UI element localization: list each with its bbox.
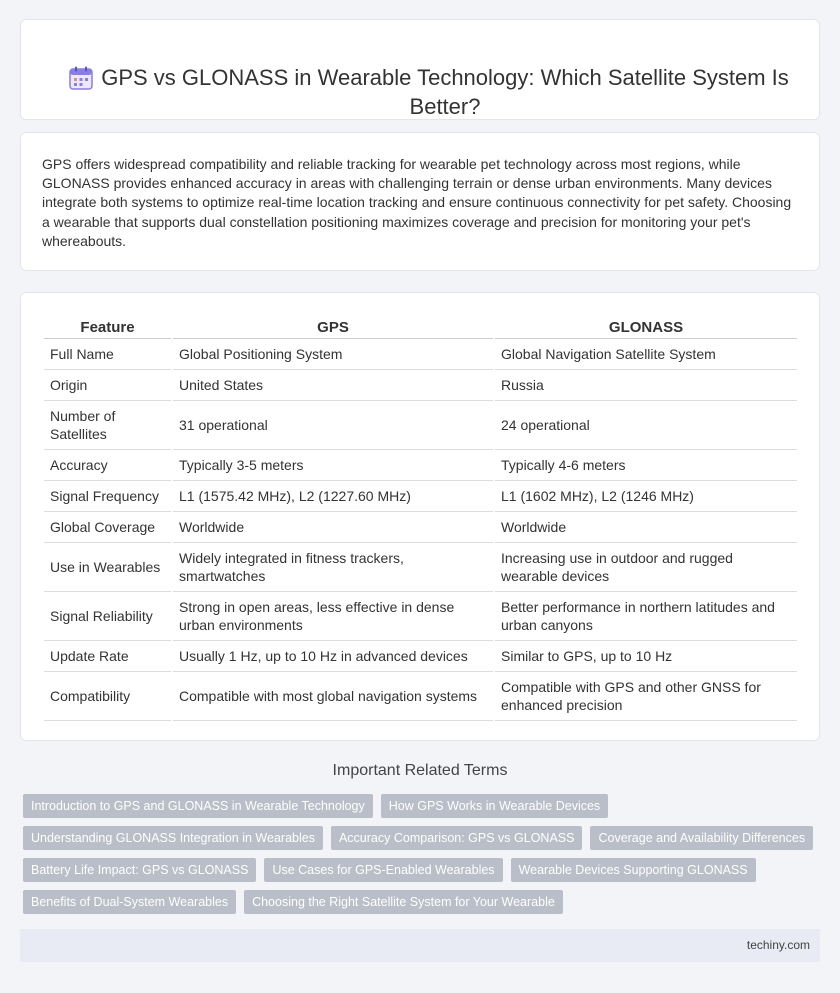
related-term-tag[interactable]: Understanding GLONASS Integration in Wearables [23,826,323,850]
feature-cell: Update Rate [44,641,171,672]
related-term-tag[interactable]: Choosing the Right Satellite System for Your Wearable [244,890,563,914]
column-header-glonass: GLONASS [495,313,797,339]
related-term-tag[interactable]: Coverage and Availability Differences [590,826,813,850]
title-card [20,19,820,120]
table-row [44,401,797,450]
intro-card [20,132,820,271]
gps-cell: Usually 1 Hz, up to 10 Hz in advanced devices [173,641,493,672]
glonass-cell: Russia [495,370,797,401]
feature-cell: Compatibility [44,672,171,721]
glonass-cell: Worldwide [495,512,797,543]
feature-cell: Signal Frequency [44,481,171,512]
feature-cell: Use in Wearables [44,543,171,592]
glonass-cell: Better performance in northern latitudes and urban canyons [495,592,797,641]
feature-cell: Signal Reliability [44,592,171,641]
gps-cell: Global Positioning System [173,339,493,370]
gps-cell: 31 operational [173,401,493,450]
column-header-gps: GPS [173,313,493,339]
related-term-tag[interactable]: Accuracy Comparison: GPS vs GLONASS [331,826,583,850]
glonass-cell: L1 (1602 MHz), L2 (1246 MHz) [495,481,797,512]
intro-text: GPS offers widespread compatibility and reliable tracking for wearable pet technology across most regions, while GLONASS provides enhanced accuracy in areas with challenging terrain or dense urban environments. Many devices integrate both systems to optimize real-time location tracking and ensure continuous connectivity for pet safety. Choosing a wearable that supports dual constellation positioning maximizes coverage and precision for monitoring your pet's whereabouts. [42,156,792,249]
related-term-tag[interactable]: How GPS Works in Wearable Devices [381,794,608,818]
gps-cell: Widely integrated in fitness trackers, smartwatches [173,543,493,592]
related-term-tag[interactable]: Use Cases for GPS-Enabled Wearables [264,858,502,882]
column-header-feature: Feature [44,313,171,339]
table-row [44,641,797,672]
table-row [44,450,797,481]
gps-cell: United States [173,370,493,401]
table-header-row [44,313,797,339]
table-row [44,370,797,401]
table-row [44,672,797,721]
related-term-tag[interactable]: Introduction to GPS and GLONASS in Wearable Technology [23,794,373,818]
feature-cell: Origin [44,370,171,401]
feature-cell: Number of Satellites [44,401,171,450]
gps-cell: L1 (1575.42 MHz), L2 (1227.60 MHz) [173,481,493,512]
glonass-cell: Increasing use in outdoor and rugged wearable devices [495,543,797,592]
related-term-tag[interactable]: Benefits of Dual-System Wearables [23,890,236,914]
page-title: GPS vs GLONASS in Wearable Technology: Which Satellite System Is Better? [101,65,789,119]
gps-cell: Worldwide [173,512,493,543]
table-row [44,592,797,641]
gps-cell: Compatible with most global navigation systems [173,672,493,721]
comparison-table [42,313,799,721]
related-term-tag[interactable]: Battery Life Impact: GPS vs GLONASS [23,858,256,882]
table-row [44,481,797,512]
comparison-table-card [20,292,820,741]
gps-cell: Typically 3-5 meters [173,450,493,481]
feature-cell: Global Coverage [44,512,171,543]
related-terms-list [23,794,823,922]
table-row [44,339,797,370]
table-row [44,512,797,543]
glonass-cell: Compatible with GPS and other GNSS for enhanced precision [495,672,797,721]
glonass-cell: Global Navigation Satellite System [495,339,797,370]
gps-cell: Strong in open areas, less effective in dense urban environments [173,592,493,641]
feature-cell: Accuracy [44,450,171,481]
footer [20,929,820,962]
related-term-tag[interactable]: Wearable Devices Supporting GLONASS [511,858,756,882]
glonass-cell: Typically 4-6 meters [495,450,797,481]
glonass-cell: Similar to GPS, up to 10 Hz [495,641,797,672]
glonass-cell: 24 operational [495,401,797,450]
feature-cell: Full Name [44,339,171,370]
related-terms-heading: Important Related Terms [332,762,508,779]
table-row [44,543,797,592]
footer-site-link[interactable]: techiny.com [746,938,810,952]
